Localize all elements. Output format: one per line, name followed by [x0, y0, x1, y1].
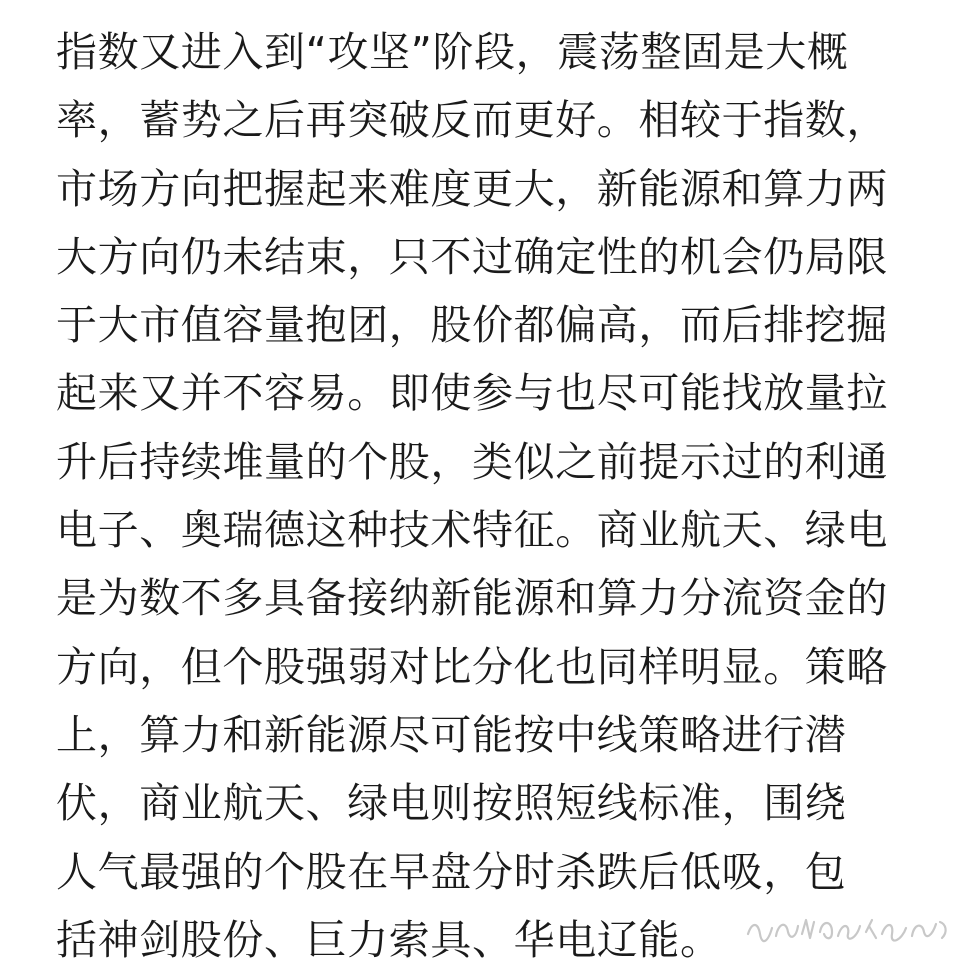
post-line-14: 括神剑股份、巨力索具、华电辽能。 — [56, 915, 722, 964]
post-line-2: 率，蓄势之后再突破反而更好。相较于指数， — [56, 96, 888, 145]
post-line-11: 上，算力和新能源尽可能按中线策略进行潜 — [56, 710, 847, 759]
post-line-3: 市场方向把握起来难度更大，新能源和算力两 — [56, 164, 888, 213]
post-line-4: 大方向仍未结束，只不过确定性的机会仍局限 — [56, 232, 888, 281]
post-line-5: 于大市值容量抱团，股价都偏高，而后排挖掘 — [56, 301, 888, 350]
post-text — [56, 18, 936, 974]
post-line-1: 指数又进入到“攻坚”阶段，震荡整固是大概 — [56, 28, 849, 76]
post-line-13: 人气最强的个股在早盘分时杀跌后低吸，包 — [56, 847, 847, 896]
post-line-12: 伏，商业航天、绿电则按照短线标准，围绕 — [56, 779, 847, 828]
post-line-10: 方向，但个股强弱对比分化也同样明显。策略 — [56, 642, 888, 691]
post-line-8: 电子、奥瑞德这种技术特征。商业航天、绿电 — [56, 506, 888, 555]
post-line-9: 是为数不多具备接纳新能源和算力分流资金的 — [56, 574, 888, 623]
watermark-signature — [742, 912, 952, 946]
post-line-6: 起来又并不容易。即使参与也尽可能找放量拉 — [56, 369, 888, 418]
post-line-7: 升后持续堆量的个股，类似之前提示过的利通 — [56, 437, 888, 486]
